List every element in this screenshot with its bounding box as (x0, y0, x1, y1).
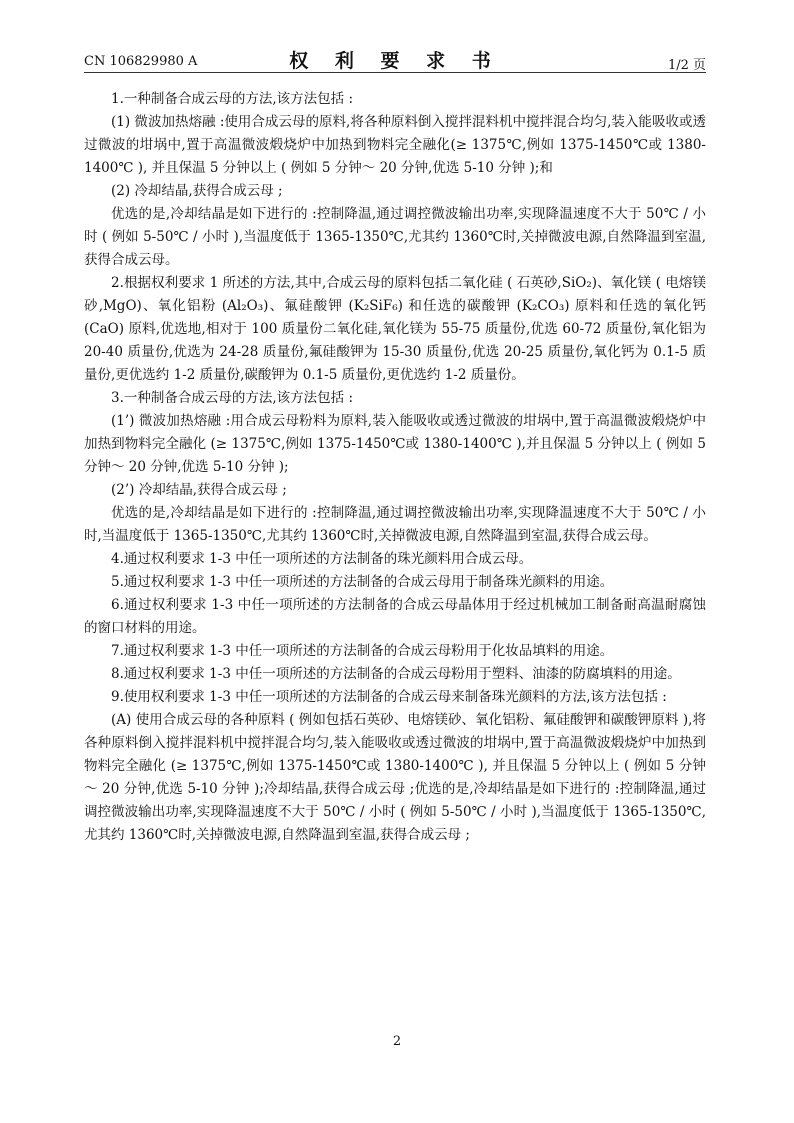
claim-paragraph: (1’) 微波加热熔融 :用合成云母粉料为原料,装入能吸收或透过微波的坩埚中,置于高温微波煅烧炉中加热到物料完全融化 (≥ 1375℃,例如 1375-1450℃或 1380-1400℃ ),并且保温 5 分钟以上 ( 例如 5 分钟～ 20 分钟,优选 5-10 分钟 ); (84, 413, 706, 475)
page-indicator: 1/2 页 (667, 58, 706, 73)
page-number: 2 (392, 1034, 402, 1049)
claim-paragraph: 优选的是,冷却结晶是如下进行的 :控制降温,通过调控微波输出功率,实现降温速度不大于 50℃ / 小时,当温度低于 1365-1350℃,尤其约 1360℃时,关掉微波电源,自然降温到室温,获得合成云母。 (84, 505, 706, 544)
page-header (84, 44, 706, 74)
claim-paragraph: 2.根据权利要求 1 所述的方法,其中,合成云母的原料包括二氧化硅 ( 石英砂,SiO₂)、氧化镁 ( 电熔镁砂,MgO)、氧化铝粉 (Al₂O₃)、氟硅酸钾 (K₂SiF₆) 和任选的碳酸钾 (K₂CO₃) 原料和任选的氧化钙 (CaO) 原料,优选地,相对于 100 质量份二氧化硅,氧化镁为 55-75 质量份,优选 60-72 质量份,氧化铝为 20-40 质量份,优选为 24-28 质量份,氟硅酸钾为 15-30 质量份,优选 20-25 质量份,氧化钙为 0.1-5 质量份,更优选约 1-2 质量份,碳酸钾为 0.1-5 质量份,更优选约 1-2 质量份。 (84, 275, 706, 383)
claim-paragraph: 6.通过权利要求 1-3 中任一项所述的方法制备的合成云母晶体用于经过机械加工制备耐高温耐腐蚀的窗口材料的用途。 (84, 597, 706, 636)
claim-paragraph: 1.一种制备合成云母的方法,该方法包括 : (111, 91, 354, 107)
claims-body (84, 88, 706, 847)
claim-paragraph: 4.通过权利要求 1-3 中任一项所述的方法制备的珠光颜料用合成云母。 (111, 551, 533, 567)
claim-paragraph: 5.通过权利要求 1-3 中任一项所述的方法制备的合成云母用于制备珠光颜料的用途。 (111, 574, 614, 590)
claim-paragraph: (1) 微波加热熔融 :使用合成云母的原料,将各种原料倒入搅拌混料机中搅拌混合均匀,装入能吸收或透过微波的坩埚中,置于高温微波煅烧炉中加热到物料完全融化(≥ 1375℃,例如 1375-1450℃或 1380-1400℃ ), 并且保温 5 分钟以上 ( 例如 5 分钟～ 20 分钟,优选 5-10 分钟 );和 (84, 114, 706, 176)
claim-paragraph: (2’) 冷却结晶,获得合成云母 ; (111, 482, 287, 498)
claim-paragraph: 8.通过权利要求 1-3 中任一项所述的方法制备的合成云母粉用于塑料、油漆的防腐填料的用途。 (111, 666, 681, 682)
claim-paragraph: (A) 使用合成云母的各种原料 ( 例如包括石英砂、电熔镁砂、氧化铝粉、氟硅酸钾和碳酸钾原料 ),将各种原料倒入搅拌混料机中搅拌混合均匀,装入能吸收或透过微波的坩埚中,置于高温微波煅烧炉中加热到物料完全融化 (≥ 1375℃,例如 1375-1450℃或 1380-1400℃ ), 并且保温 5 分钟以上 ( 例如 5 分钟～ 20 分钟,优选 5-10 分钟 );冷却结晶,获得合成云母 ;优选的是,冷却结晶是如下进行的 :控制降温,通过调控微波输出功率,实现降温速度不大于 50℃ / 小时 ( 例如 5-50℃ / 小时 ),当温度低于 1365-1350℃,尤其约 1360℃时,关掉微波电源,自然降温到室温,获得合成云母 ; (84, 712, 706, 843)
header-divider (84, 72, 706, 73)
claim-paragraph: 3.一种制备合成云母的方法,该方法包括 : (111, 390, 354, 406)
claim-paragraph: 9.使用权利要求 1-3 中任一项所述的方法制备的合成云母来制备珠光颜料的方法,该方法包括 : (111, 689, 667, 705)
page-title: 权 利 要 求 书 (289, 50, 501, 72)
claim-paragraph: 7.通过权利要求 1-3 中任一项所述的方法制备的合成云母粉用于化妆品填料的用途。 (111, 643, 614, 659)
claim-paragraph: 优选的是,冷却结晶是如下进行的 :控制降温,通过调控微波输出功率,实现降温速度不大于 50℃ / 小时 ( 例如 5-50℃ / 小时 ),当温度低于 1365-1350℃,尤其约 1360℃时,关掉微波电源,自然降温到室温,获得合成云母。 (84, 206, 706, 268)
patent-number: CN 106829980 A (84, 54, 198, 69)
claim-paragraph: (2) 冷却结晶,获得合成云母 ; (111, 183, 283, 199)
